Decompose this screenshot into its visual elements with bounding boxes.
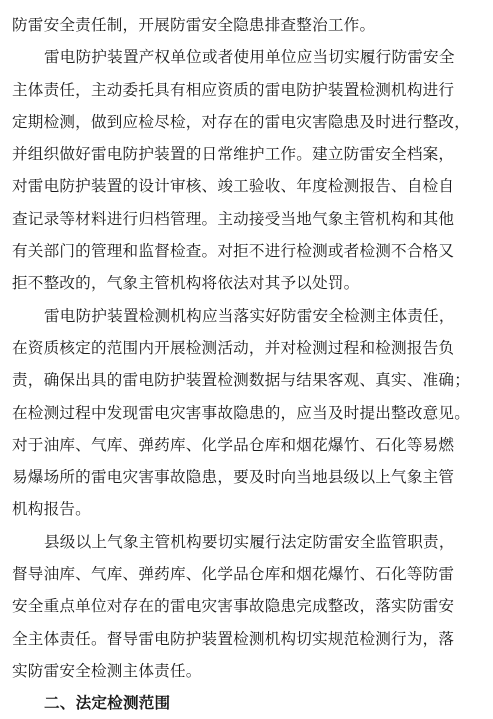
paragraph-3-line-1: 县级以上气象主管机构要切实履行法定防雷安全监管职责，: [44, 532, 455, 551]
section-heading: 二、法定检测范围: [44, 694, 171, 713]
text-line-1: 防雷安全责任制，开展防雷安全隐患排查整治工作。: [12, 16, 376, 34]
paragraph-2-line-5: 对于油库、气库、弹药库、化学品仓库和烟花爆竹、石化等易燃: [12, 435, 455, 454]
paragraph-1-line-7: 有关部门的管理和监督检查。对拒不进行检测或者检测不合格又: [12, 242, 455, 261]
paragraph-2-line-4: 在检测过程中发现雷电灾害事故隐患的，应当及时提出整改意见。: [12, 403, 471, 422]
paragraph-3-line-5: 实防雷安全检测主体责任。: [12, 661, 202, 680]
document-page: [12, 9, 480, 719]
paragraph-1-line-2: 主体责任，主动委托具有相应资质的雷电防护装置检测机构进行: [12, 80, 455, 99]
paragraph-1-line-6: 查记录等材料进行归档管理。主动接受当地气象主管机构和其他: [12, 209, 455, 228]
paragraph-2-line-7: 机构报告。: [12, 500, 91, 519]
paragraph-1-line-5: 对雷电防护装置的设计审核、竣工验收、年度检测报告、自检自: [12, 177, 455, 196]
paragraph-1-line-8: 拒不整改的，气象主管机构将依法对其予以处罚。: [12, 274, 360, 293]
paragraph-3-line-2: 督导油库、气库、弹药库、化学品仓库和烟花爆竹、石化等防雷: [12, 565, 455, 584]
paragraph-1-line-4: 并组织做好雷电防护装置的日常维护工作。建立防雷安全档案，: [12, 145, 455, 164]
paragraph-2-line-3: 责，确保出具的雷电防护装置检测数据与结果客观、真实、准确；: [12, 371, 471, 390]
paragraph-3-line-3: 安全重点单位对存在的雷电灾害事故隐患完成整改，落实防雷安: [12, 597, 455, 616]
paragraph-3-line-4: 全主体责任。督导雷电防护装置检测机构切实规范检测行为，落: [12, 629, 455, 648]
paragraph-2-line-6: 易爆场所的雷电灾害事故隐患，要及时向当地县级以上气象主管: [12, 468, 455, 487]
paragraph-2-line-1: 雷电防护装置检测机构应当落实好防雷安全检测主体责任，: [44, 306, 455, 325]
paragraph-2-line-2: 在资质核定的范围内开展检测活动，并对检测过程和检测报告负: [12, 338, 455, 357]
paragraph-1-line-1: 雷电防护装置产权单位或者使用单位应当切实履行防雷安全: [44, 48, 455, 67]
paragraph-1-line-3: 定期检测，做到应检尽检，对存在的雷电灾害隐患及时进行整改，: [12, 112, 471, 131]
